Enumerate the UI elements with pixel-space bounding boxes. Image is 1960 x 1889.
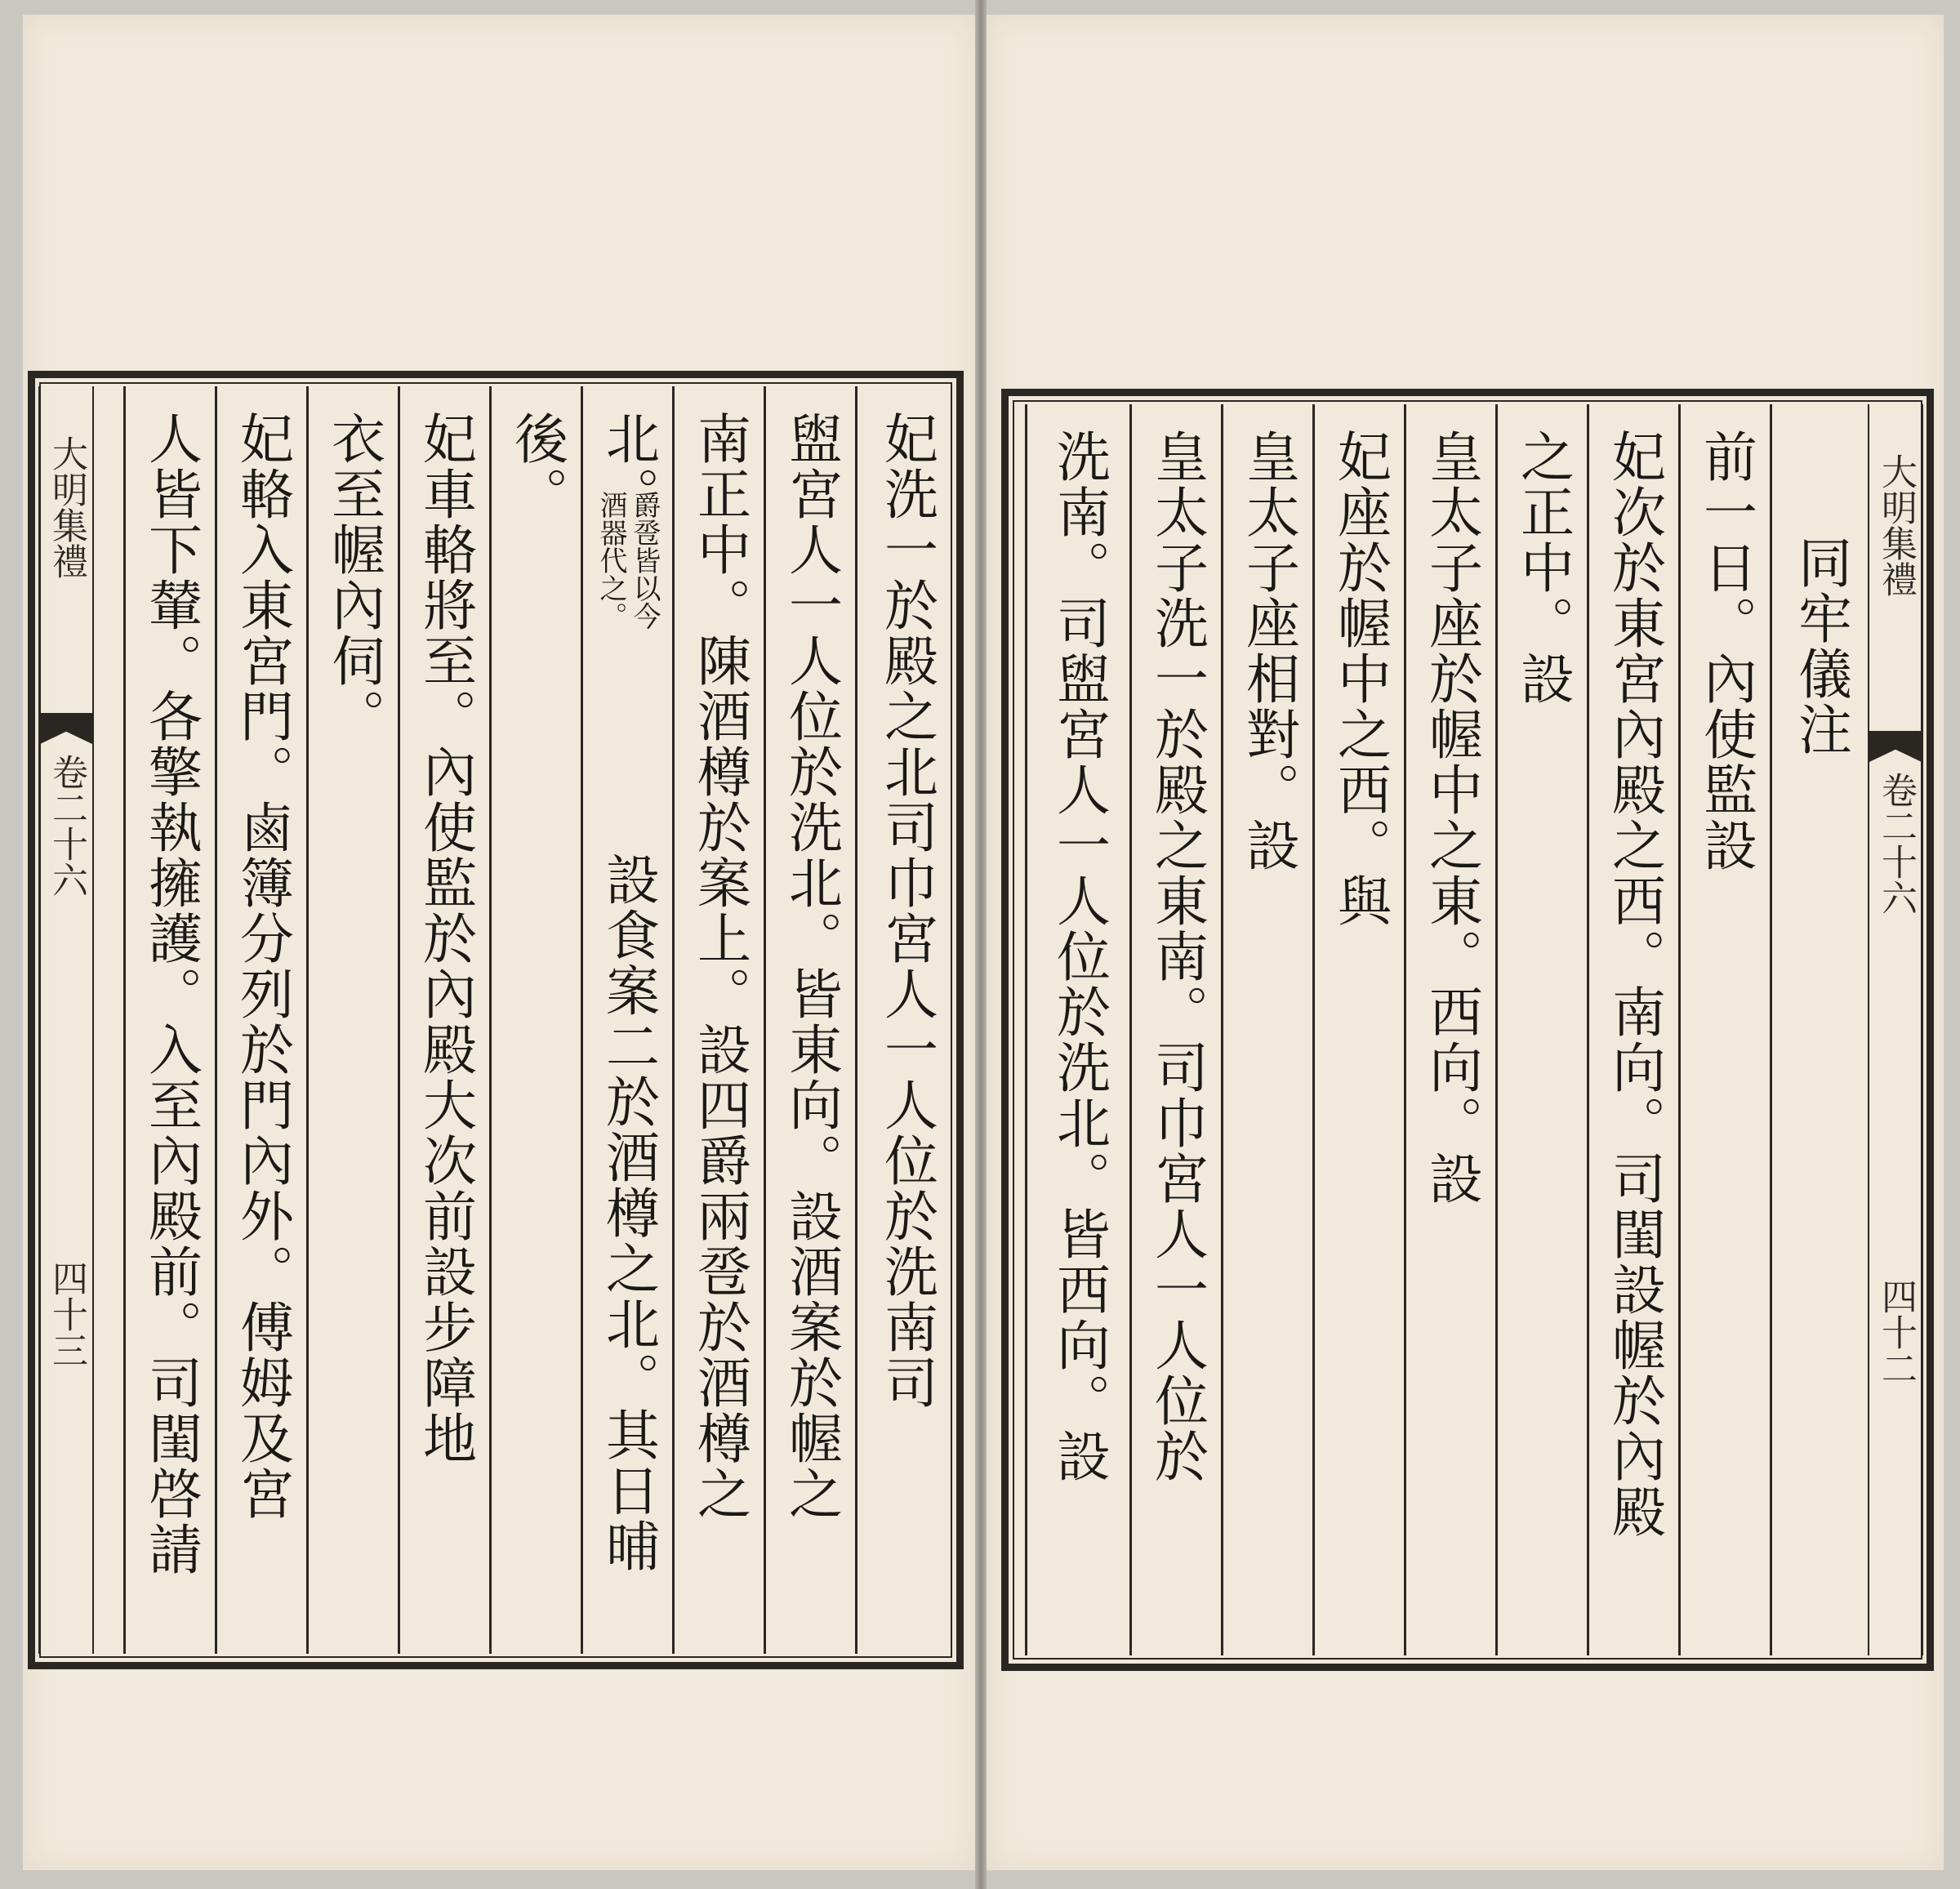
book-gutter xyxy=(975,0,987,1889)
right-page xyxy=(987,15,1944,1870)
left-column-2 xyxy=(764,386,855,1654)
right-column-5 xyxy=(1404,404,1495,1655)
left-note-line-1: 爵卺皆以今 xyxy=(627,491,661,630)
right-margin-title: 大明集禮 xyxy=(1875,453,1917,597)
right-column-6-text: 妃座於幄中之西。與 xyxy=(1328,429,1392,929)
left-margin-strip xyxy=(38,386,94,1654)
left-column-7 xyxy=(306,386,398,1654)
right-column-7 xyxy=(1221,404,1312,1655)
left-column-1-text: 妃洗一於殿之北司巾宮人一人位於洗南司 xyxy=(875,411,938,1410)
right-column-7-text: 皇太子座相對。設 xyxy=(1236,429,1300,873)
left-column-8-text: 妃輅入東宮門。鹵簿分列於門內外。傅姆及宮 xyxy=(230,411,294,1521)
right-column-9 xyxy=(1025,404,1129,1655)
left-margin-title: 大明集禮 xyxy=(46,435,87,579)
right-margin-page: 四十二 xyxy=(1875,1278,1917,1386)
left-column-9 xyxy=(123,386,215,1654)
right-column-1 xyxy=(1770,404,1868,1655)
left-column-2-text: 盥宮人一人位於洗北。皆東向。設酒案於幄之 xyxy=(779,411,843,1521)
left-margin-volume: 卷二十六 xyxy=(46,754,87,898)
left-column-6 xyxy=(398,386,489,1654)
right-page-frame xyxy=(1001,389,1934,1671)
left-column-7-text: 衣至幄內伺。 xyxy=(322,411,385,744)
left-column-5-text: 後。 xyxy=(505,411,568,522)
right-column-2 xyxy=(1678,404,1770,1655)
right-column-3-text: 妃次於東宮內殿之西。南向。司閨設幄於內殿 xyxy=(1602,429,1666,1539)
right-column-8-text: 皇太子洗一於殿之東南。司巾宮人一人位於 xyxy=(1145,429,1209,1484)
left-column-4-main: 北。 xyxy=(596,411,660,522)
fish-tail-mark xyxy=(40,713,92,744)
left-column-1 xyxy=(855,386,955,1654)
right-margin-strip xyxy=(1868,404,1923,1655)
left-column-5 xyxy=(489,386,581,1654)
right-column-4-text: 之正中。設 xyxy=(1511,429,1575,706)
left-column-4-tail: 設食案二於酒樽之北。其日晡 xyxy=(596,852,660,1574)
right-column-5-text: 皇太子座於幄中之東。西向。設 xyxy=(1419,429,1483,1206)
right-column-9-text: 洗南。司盥宮人一人位於洗北。皆西向。設 xyxy=(1047,429,1111,1484)
left-column-9-text: 人皆下輦。各擎執擁護。入至內殿前。司閨啓請 xyxy=(139,411,203,1577)
left-column-3 xyxy=(672,386,764,1654)
left-page xyxy=(23,15,975,1870)
left-column-8 xyxy=(215,386,306,1654)
left-margin-page: 四十三 xyxy=(46,1260,87,1368)
left-column-4 xyxy=(581,386,672,1654)
fish-tail-mark xyxy=(1869,731,1922,762)
right-column-4 xyxy=(1495,404,1587,1655)
left-column-6-text: 妃車輅將至。內使監於內殿大次前設步障地 xyxy=(413,411,477,1466)
right-column-6 xyxy=(1312,404,1404,1655)
left-note-line-2: 酒器代之。 xyxy=(595,491,628,630)
right-column-8 xyxy=(1129,404,1221,1655)
right-margin-volume: 卷二十六 xyxy=(1875,772,1917,916)
left-page-frame xyxy=(28,371,964,1669)
right-column-3 xyxy=(1587,404,1678,1655)
left-column-3-text: 南正中。陳酒樽於案上。設四爵兩卺於酒樽之 xyxy=(688,411,751,1521)
right-column-1-text: 同牢儀注 xyxy=(1788,535,1852,757)
right-column-2-text: 前一日。內使監設 xyxy=(1694,429,1757,873)
